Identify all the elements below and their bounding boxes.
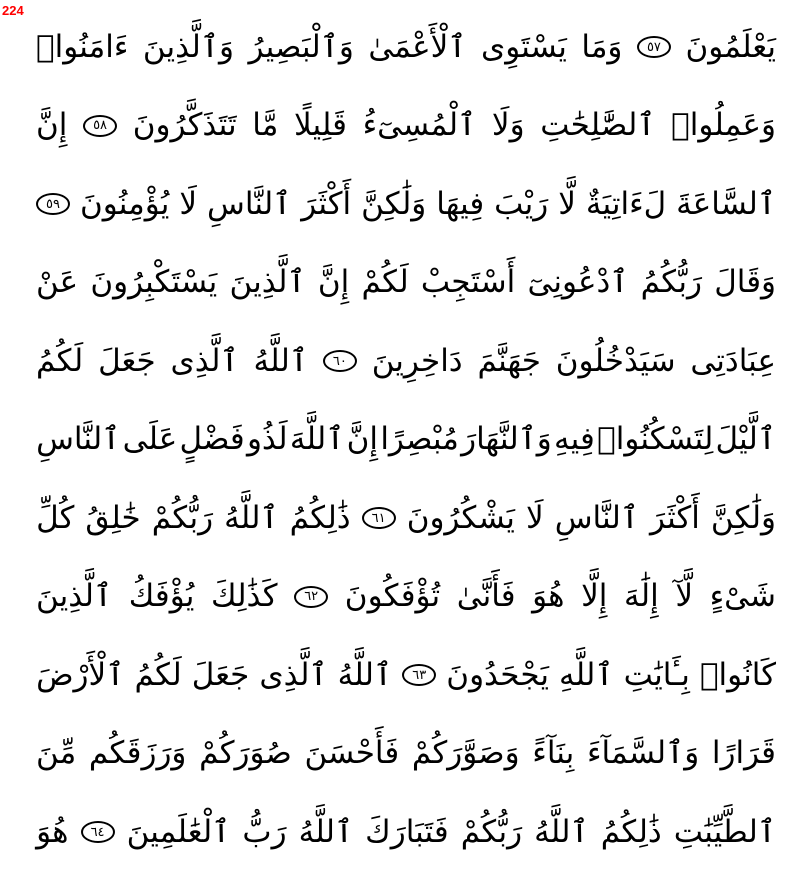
arabic-word: إِلَٰهَ (624, 578, 659, 615)
arabic-word: كَانُوا۟ (699, 656, 776, 693)
ayah-number-marker: ٦١ (362, 507, 396, 529)
arabic-word: ٱلَّيْلَ (715, 421, 776, 458)
arabic-word: يُؤْفَكُ (128, 578, 195, 615)
arabic-word: وَٱلنَّهَارَ (461, 421, 552, 458)
arabic-word: أَسْتَجِبْ (420, 264, 516, 301)
arabic-word: تُؤْفَكُونَ (344, 578, 441, 615)
arabic-word: خَٰلِقُ (85, 499, 141, 536)
arabic-word: ٱللَّهُ (337, 656, 393, 693)
arabic-word: وَمَا (581, 28, 623, 65)
arabic-word: ٱلَّذِينَ (36, 578, 113, 615)
verse-line (36, 558, 776, 637)
arabic-word: ٱلصَّٰلِحَٰتِ (540, 107, 656, 144)
arabic-word: قَرَارًا (711, 735, 776, 772)
arabic-word: رَبُّكُمْ (460, 813, 523, 850)
arabic-word: وَلَا (491, 107, 525, 144)
arabic-word: فَضْلٍ (179, 421, 245, 458)
arabic-word: ٱلنَّاسِ (207, 185, 292, 222)
arabic-word: وَلَٰكِنَّ (361, 185, 427, 222)
quran-text-block (36, 8, 776, 872)
arabic-word: ٱلنَّاسِ (36, 421, 121, 458)
arabic-word: هُوَ (36, 813, 69, 850)
arabic-word: عَنْ (36, 264, 79, 301)
ayah-number-marker: ٦٤ (81, 821, 115, 843)
arabic-word: إِنَّ (346, 421, 379, 458)
arabic-word: ٱلْأَرْضَ (36, 656, 125, 693)
arabic-word: لَءَاتِيَةٌ (585, 185, 667, 222)
arabic-word: فِيهَا (436, 185, 485, 222)
verse-line (36, 165, 776, 244)
verse-line (36, 636, 776, 715)
arabic-word: وَلَٰكِنَّ (710, 499, 776, 536)
arabic-word: ٱللَّهُ (253, 342, 309, 379)
arabic-word: يَسْتَكْبِرُونَ (90, 264, 218, 301)
arabic-word: وَٱلسَّمَآءَ (586, 735, 700, 772)
arabic-word: فَأَنَّىٰ (456, 578, 516, 615)
arabic-word: لَكُمُ (36, 342, 84, 379)
arabic-word: وَرَزَقَكُم (88, 735, 187, 772)
arabic-word: عِبَادَتِى (690, 342, 776, 379)
ayah-number-marker: ٦٢ (294, 586, 328, 608)
arabic-word: يَعْلَمُونَ (685, 28, 776, 65)
arabic-word: ٱللَّهُ (298, 813, 354, 850)
arabic-word: إِلَّا (581, 578, 608, 615)
arabic-word: وَقَالَ (714, 264, 776, 301)
arabic-word: عَلَى (122, 421, 178, 458)
arabic-word: إِنَّ (36, 107, 68, 144)
arabic-word: يَسْتَوِى (480, 28, 567, 65)
arabic-word: ءَامَنُوا۟ (36, 28, 129, 65)
arabic-word: هُوَ (532, 578, 565, 615)
arabic-word: دَاخِرِينَ (371, 342, 463, 379)
verse-line (36, 322, 776, 401)
arabic-word: رَيْبَ (494, 185, 549, 222)
arabic-word: ٱلَّذِى (170, 342, 239, 379)
arabic-word: لَّآ (675, 578, 693, 615)
arabic-word: سَيَدْخُلُونَ (555, 342, 676, 379)
verse-line (36, 87, 776, 166)
arabic-word: بِـَٔايَٰتِ (623, 656, 690, 693)
verse-line (36, 401, 776, 480)
arabic-word: لَكُمْ (361, 264, 409, 301)
ayah-number-marker: ٦٠ (323, 350, 357, 372)
arabic-word: مُبْصِرًا (380, 421, 459, 458)
ayah-number-marker: ٦٣ (402, 664, 436, 686)
arabic-word: صُوَرَكُمْ (199, 735, 292, 772)
arabic-word: جَعَلَ (98, 342, 156, 379)
arabic-word: تَتَذَكَّرُونَ (132, 107, 237, 144)
arabic-word: ٱلنَّاسِ (554, 499, 639, 536)
arabic-word: رَبُّكُمُ (640, 264, 703, 301)
arabic-word: إِنَّ (317, 264, 350, 301)
arabic-word: رَبُّ (242, 813, 287, 850)
verse-line (36, 793, 776, 872)
arabic-word: بِنَآءً (532, 735, 575, 772)
ayah-number-marker: ٥٨ (83, 115, 117, 137)
arabic-word: ٱللَّهِ (559, 656, 614, 693)
arabic-word: يَشْكُرُونَ (406, 499, 515, 536)
arabic-word: لَكُمُ (134, 656, 182, 693)
arabic-word: ذَٰلِكُمُ (289, 499, 351, 536)
arabic-word: ٱلَّذِى (259, 656, 328, 693)
arabic-word: ٱلْمُسِىٓءُ (362, 107, 477, 144)
page-number: 224 (2, 3, 24, 18)
arabic-word: ٱلْعَٰلَمِينَ (126, 813, 231, 850)
arabic-word: لَذُو (246, 421, 288, 458)
arabic-word: ٱلطَّيِّبَٰتِ (673, 813, 776, 850)
arabic-word: أَكْثَرَ (649, 499, 700, 536)
verse-line (36, 715, 776, 794)
arabic-word: فَتَبَارَكَ (365, 813, 449, 850)
arabic-word: رَبُّكُمْ (151, 499, 214, 536)
arabic-word: جَهَنَّمَ (477, 342, 541, 379)
arabic-word: ٱللَّهُ (224, 499, 279, 536)
arabic-word: ٱلَّذِينَ (229, 264, 306, 301)
arabic-word: يَجْحَدُونَ (446, 656, 549, 693)
arabic-word: فَأَحْسَنَ (304, 735, 400, 772)
arabic-word: وَصَوَّرَكُمْ (411, 735, 520, 772)
arabic-word: وَٱلَّذِينَ (142, 28, 234, 65)
ayah-number-marker: ٥٧ (637, 36, 671, 58)
arabic-word: جَعَلَ (191, 656, 250, 693)
arabic-word: لَّا (558, 185, 576, 222)
arabic-word: وَٱلْبَصِيرُ (248, 28, 354, 65)
arabic-word: أَكْثَرَ (301, 185, 352, 222)
arabic-word: مِّنَ (36, 735, 77, 772)
arabic-word: لَا (179, 185, 198, 222)
arabic-word: مَّا (252, 107, 279, 144)
arabic-word: ٱللَّهُ (534, 813, 589, 850)
arabic-word: لِتَسْكُنُوا۟ (597, 421, 714, 458)
verse-line (36, 479, 776, 558)
arabic-word: يُؤْمِنُونَ (80, 185, 170, 222)
arabic-word: ٱللَّهَ (289, 421, 345, 458)
arabic-word: قَلِيلًا (294, 107, 347, 144)
arabic-word: كَذَٰلِكَ (210, 578, 278, 615)
arabic-word: ٱلْأَعْمَىٰ (368, 28, 467, 65)
arabic-word: ٱدْعُونِىٓ (527, 264, 629, 301)
arabic-word: لَا (525, 499, 544, 536)
arabic-word: وَعَمِلُوا۟ (671, 107, 776, 144)
verse-line (36, 8, 776, 87)
ayah-number-marker: ٥٩ (36, 193, 70, 215)
arabic-word: فِيهِ (554, 421, 595, 458)
arabic-word: ٱلسَّاعَةَ (676, 185, 776, 222)
verse-line (36, 244, 776, 323)
arabic-word: شَىْءٍ (709, 578, 776, 615)
arabic-word: كُلِّ (36, 499, 75, 536)
arabic-word: ذَٰلِكُمُ (600, 813, 662, 850)
